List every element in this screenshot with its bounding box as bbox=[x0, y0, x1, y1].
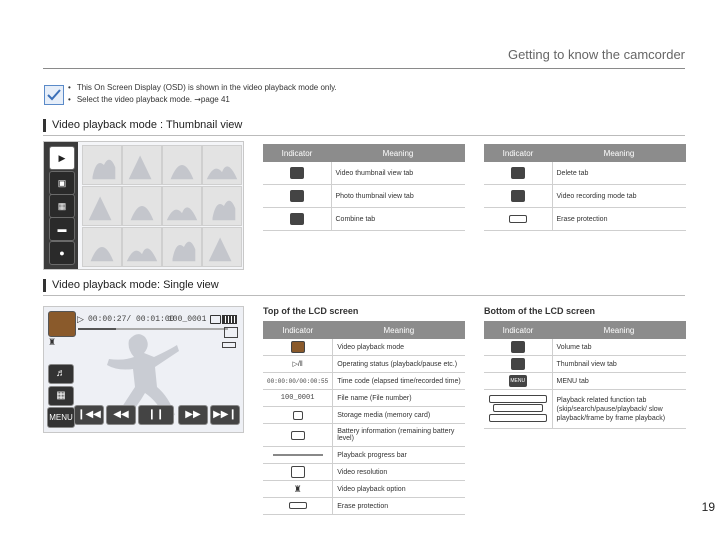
video-resolution-icon bbox=[291, 466, 305, 478]
skip-back-button[interactable]: ❙◀◀ bbox=[74, 405, 104, 425]
table-row: Volume tab bbox=[484, 339, 686, 356]
col-indicator: Indicator bbox=[263, 144, 331, 162]
thumbnail-image[interactable] bbox=[82, 227, 122, 267]
table-row: Video thumbnail view tab bbox=[263, 162, 465, 185]
bottom-lcd-heading: Bottom of the LCD screen bbox=[484, 306, 596, 316]
header-rule bbox=[43, 68, 685, 69]
table-row: Video resolution bbox=[263, 464, 465, 481]
thumbnail-view-tab-icon[interactable]: ▦ bbox=[48, 386, 74, 406]
filename-indicator: 100_0001 bbox=[263, 390, 333, 407]
search-back-button[interactable]: ◀◀ bbox=[106, 405, 136, 425]
col-meaning: Meaning bbox=[552, 321, 686, 339]
thumb-indicator-table-left bbox=[263, 144, 465, 231]
table-row: ▷/‖ Operating status (playback/pause etc.) bbox=[263, 356, 465, 373]
single-bottom-table bbox=[484, 321, 686, 429]
menu-tab-icon: MENU bbox=[509, 375, 527, 387]
note-check-icon bbox=[44, 85, 64, 105]
thumbnail-image[interactable] bbox=[162, 227, 202, 267]
timecode-indicator: 00:00:00/00:00:55 bbox=[263, 373, 333, 390]
play-status-icon: ▷ bbox=[77, 314, 84, 324]
note-item: • This On Screen Display (OSD) is shown in the video playback mode only. bbox=[68, 82, 337, 94]
playback-option-icon: ♜ bbox=[263, 481, 333, 498]
battery-icon bbox=[291, 431, 305, 440]
photo-thumbnail-tab-icon bbox=[290, 190, 304, 202]
thumbnail-image[interactable] bbox=[122, 227, 162, 267]
section-rule bbox=[43, 295, 685, 296]
table-row: ♜ Video playback option bbox=[263, 481, 465, 498]
video-recording-tab-icon[interactable]: ● bbox=[49, 241, 75, 265]
lcd-filename: 100_0001 bbox=[168, 315, 207, 324]
video-playback-mode-icon bbox=[291, 341, 305, 353]
table-row: Thumbnail view tab bbox=[484, 356, 686, 373]
search-forward-button[interactable]: ▶▶ bbox=[178, 405, 208, 425]
table-row: Playback progress bar bbox=[263, 447, 465, 464]
playback-function-tab-icon bbox=[484, 390, 552, 429]
thumb-indicator-table-right bbox=[484, 144, 686, 231]
table-row: 00:00:00/00:00:55 Time code (elapsed time/recorded time) bbox=[263, 373, 465, 390]
table-row: Storage media (memory card) bbox=[263, 407, 465, 424]
thumbnail-image[interactable] bbox=[82, 145, 122, 185]
video-thumbnail-tab-icon bbox=[290, 167, 304, 179]
table-row: Video recording mode tab bbox=[484, 185, 686, 208]
erase-protection-icon bbox=[289, 502, 307, 509]
page-header-title: Getting to know the camcorder bbox=[507, 47, 685, 62]
table-row: 100_0001 File name (File number) bbox=[263, 390, 465, 407]
skip-forward-button[interactable]: ▶▶❙ bbox=[210, 405, 240, 425]
playback-progress-bar[interactable] bbox=[78, 328, 228, 330]
thumbnail-image[interactable] bbox=[162, 186, 202, 226]
playback-option-icon: ♜ bbox=[48, 337, 57, 347]
col-meaning: Meaning bbox=[331, 144, 465, 162]
video-resolution-icon bbox=[224, 327, 238, 338]
col-indicator: Indicator bbox=[484, 144, 552, 162]
playback-status-indicator: ▷/‖ bbox=[263, 356, 333, 373]
thumbnail-image[interactable] bbox=[162, 145, 202, 185]
thumbnail-view-tab-icon bbox=[511, 358, 525, 370]
col-indicator: Indicator bbox=[484, 321, 552, 339]
table-row: Erase protection bbox=[484, 208, 686, 231]
lcd-timecode: 00:00:27/ 00:01:00 bbox=[88, 315, 175, 324]
combine-tab-icon bbox=[290, 213, 304, 225]
note-list bbox=[68, 82, 337, 106]
table-row: Playback related function tab (skip/search/pause/playback/ slow playback/frame by frame playback) bbox=[484, 390, 686, 429]
thumbnail-image[interactable] bbox=[122, 145, 162, 185]
video-thumbnail-tab-icon[interactable]: ▶ bbox=[49, 146, 75, 170]
table-row: Photo thumbnail view tab bbox=[263, 185, 465, 208]
thumbnail-image[interactable] bbox=[122, 186, 162, 226]
battery-icon bbox=[222, 315, 237, 324]
lcd-tab-column bbox=[44, 142, 78, 269]
col-meaning: Meaning bbox=[552, 144, 686, 162]
table-row: MENU MENU tab bbox=[484, 373, 686, 390]
table-row: Video playback mode bbox=[263, 339, 465, 356]
menu-tab-button[interactable]: MENU bbox=[47, 407, 75, 428]
table-row: Battery information (remaining battery level) bbox=[263, 424, 465, 447]
note-item: • Select the video playback mode. ➞page 41 bbox=[68, 94, 337, 106]
erase-protection-icon bbox=[509, 215, 527, 223]
section-title-single: Video playback mode: Single view bbox=[43, 279, 219, 292]
table-row: Delete tab bbox=[484, 162, 686, 185]
col-indicator: Indicator bbox=[263, 321, 333, 339]
combine-tab-icon[interactable]: ▦ bbox=[49, 194, 75, 218]
table-row: Combine tab bbox=[263, 208, 465, 231]
progress-fill bbox=[78, 328, 116, 330]
pause-button[interactable]: ❙❙ bbox=[138, 405, 174, 425]
thumbnail-image[interactable] bbox=[82, 186, 122, 226]
col-meaning: Meaning bbox=[333, 321, 465, 339]
single-top-table bbox=[263, 321, 465, 515]
memory-card-icon bbox=[210, 315, 221, 324]
photo-thumbnail-tab-icon[interactable]: ▣ bbox=[49, 171, 75, 195]
thumbnail-image[interactable] bbox=[202, 227, 242, 267]
thumbnail-image[interactable] bbox=[202, 186, 242, 226]
delete-tab-icon[interactable]: ▬ bbox=[49, 217, 75, 241]
section-rule bbox=[43, 135, 685, 136]
thumbnail-image[interactable] bbox=[202, 145, 242, 185]
video-playback-mode-icon bbox=[48, 311, 76, 337]
volume-tab-icon bbox=[511, 341, 525, 353]
delete-tab-icon bbox=[511, 167, 525, 179]
section-title-thumbnail: Video playback mode : Thumbnail view bbox=[43, 119, 242, 132]
erase-protection-icon bbox=[222, 342, 236, 348]
table-row: Erase protection bbox=[263, 498, 465, 515]
memory-card-icon bbox=[293, 411, 303, 420]
volume-tab-icon[interactable]: ♬ bbox=[48, 364, 74, 384]
lcd-thumbnail-view bbox=[43, 141, 244, 270]
video-recording-tab-icon bbox=[511, 190, 525, 202]
page-number: 19 bbox=[701, 500, 715, 514]
top-lcd-heading: Top of the LCD screen bbox=[263, 306, 359, 316]
progress-bar-icon bbox=[273, 454, 323, 456]
